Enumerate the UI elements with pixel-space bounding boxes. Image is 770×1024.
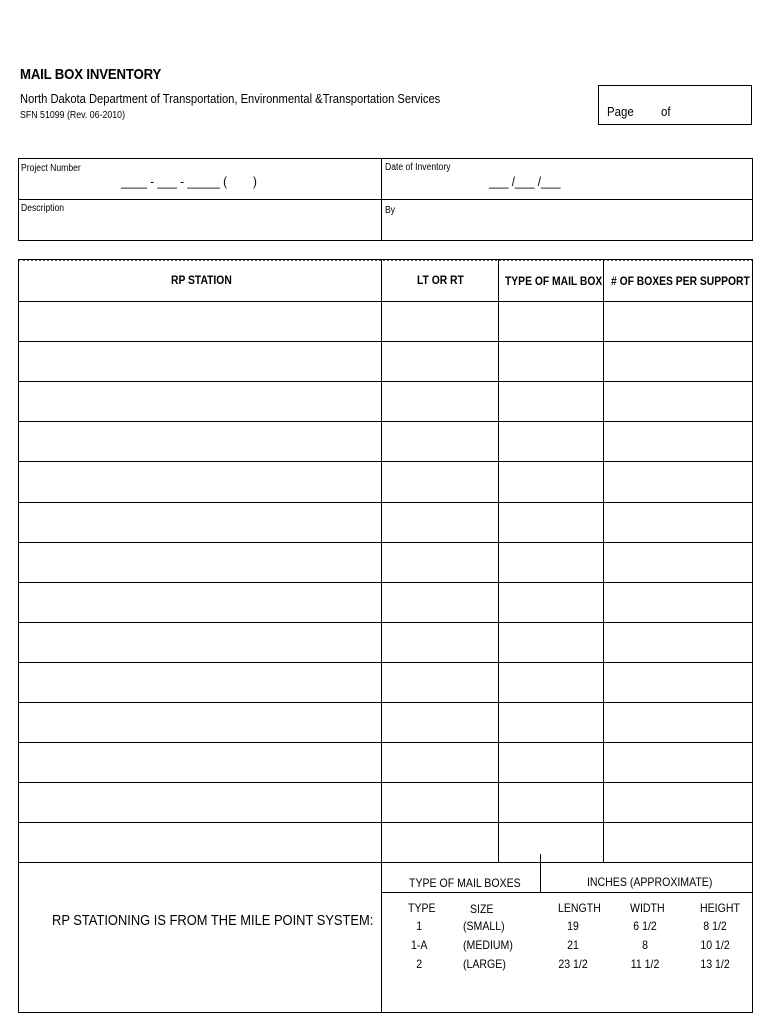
type-column-label: TYPE <box>408 901 436 915</box>
cell-type-of-mail-box[interactable] <box>499 422 602 460</box>
size-column-label: SIZE <box>470 902 494 916</box>
height-column-label: HEIGHT <box>700 901 740 915</box>
info-divider-vertical <box>381 159 382 240</box>
cell-boxes-per-support[interactable] <box>604 342 751 380</box>
cell-type-of-mail-box[interactable] <box>499 583 602 621</box>
cell-type-of-mail-box[interactable] <box>499 342 602 380</box>
cell-boxes-per-support[interactable] <box>604 462 751 500</box>
size-length: 19 <box>567 919 579 933</box>
project-number-label: Project Number <box>21 163 81 174</box>
cell-type-of-mail-box[interactable] <box>499 703 602 741</box>
by-label: By <box>385 205 396 216</box>
cell-rp-station[interactable] <box>20 342 380 380</box>
row-divider <box>19 862 752 863</box>
type-of-mail-boxes-header: TYPE OF MAIL BOXES <box>409 876 521 890</box>
cell-lt-or-rt[interactable] <box>382 462 497 500</box>
project-info-box <box>18 158 753 241</box>
column-header-type-of-mail-box: TYPE OF MAIL BOX <box>505 274 603 288</box>
cell-rp-station[interactable] <box>20 462 380 500</box>
project-number-field[interactable]: ____ - ___ - _____ ( ) <box>121 174 257 189</box>
inches-approximate-header: INCHES (APPROXIMATE) <box>587 875 713 889</box>
page-label: Page <box>607 104 634 119</box>
date-of-inventory-field[interactable]: ___ /___ /___ <box>489 174 561 189</box>
rp-stationing-note: RP STATIONING IS FROM THE MILE POINT SYSTEM: <box>52 912 374 929</box>
cell-lt-or-rt[interactable] <box>382 623 497 661</box>
cell-lt-or-rt[interactable] <box>382 382 497 420</box>
cell-type-of-mail-box[interactable] <box>499 623 602 661</box>
cell-rp-station[interactable] <box>20 743 380 781</box>
cell-boxes-per-support[interactable] <box>604 382 751 420</box>
date-of-inventory-label: Date of Inventory <box>385 162 451 173</box>
cell-lt-or-rt[interactable] <box>382 342 497 380</box>
cell-lt-or-rt[interactable] <box>382 663 497 701</box>
department-name: North Dakota Department of Transportation, Environmental &Transportation Services <box>20 91 441 106</box>
cell-boxes-per-support[interactable] <box>604 663 751 701</box>
size-length: 23 1/2 <box>558 957 588 971</box>
cell-boxes-per-support[interactable] <box>604 422 751 460</box>
size-height: 13 1/2 <box>700 957 730 971</box>
cell-rp-station[interactable] <box>20 823 380 861</box>
cell-rp-station[interactable] <box>20 382 380 420</box>
cell-type-of-mail-box[interactable] <box>499 302 602 340</box>
cell-rp-station[interactable] <box>20 503 380 541</box>
cell-type-of-mail-box[interactable] <box>499 462 602 500</box>
cell-type-of-mail-box[interactable] <box>499 503 602 541</box>
size-length: 21 <box>567 938 579 952</box>
cell-boxes-per-support[interactable] <box>604 823 751 861</box>
inventory-table <box>18 259 753 1013</box>
cell-rp-station[interactable] <box>20 543 380 581</box>
cell-lt-or-rt[interactable] <box>382 422 497 460</box>
size-height: 8 1/2 <box>703 919 727 933</box>
cell-lt-or-rt[interactable] <box>382 503 497 541</box>
cell-boxes-per-support[interactable] <box>604 302 751 340</box>
size-type: 1 <box>416 919 423 933</box>
description-label: Description <box>21 203 65 214</box>
form-title: MAIL BOX INVENTORY <box>20 66 162 83</box>
length-column-label: LENGTH <box>558 901 601 915</box>
cell-type-of-mail-box[interactable] <box>499 823 602 861</box>
cell-boxes-per-support[interactable] <box>604 623 751 661</box>
cell-lt-or-rt[interactable] <box>382 743 497 781</box>
cell-rp-station[interactable] <box>20 422 380 460</box>
size-type: 2 <box>416 957 423 971</box>
footer-divider-mid <box>540 854 541 892</box>
cell-lt-or-rt[interactable] <box>382 543 497 581</box>
size-type: 1-A <box>410 938 428 952</box>
page-number-box <box>598 85 752 125</box>
size-height: 10 1/2 <box>700 938 730 952</box>
cell-type-of-mail-box[interactable] <box>499 543 602 581</box>
cell-boxes-per-support[interactable] <box>604 743 751 781</box>
size-width: 11 1/2 <box>630 957 660 971</box>
size-width: 8 <box>642 938 648 952</box>
cell-lt-or-rt[interactable] <box>382 703 497 741</box>
size-width: 6 1/2 <box>633 919 657 933</box>
cell-boxes-per-support[interactable] <box>604 503 751 541</box>
footer-subheader-divider <box>381 892 752 893</box>
cell-type-of-mail-box[interactable] <box>499 663 602 701</box>
cell-boxes-per-support[interactable] <box>604 703 751 741</box>
form-number: SFN 51099 (Rev. 06-2010) <box>20 110 126 121</box>
column-header-boxes-per-support: # OF BOXES PER SUPPORT <box>611 274 750 288</box>
size-label: (SMALL) <box>463 919 505 933</box>
cell-rp-station[interactable] <box>20 783 380 821</box>
cell-type-of-mail-box[interactable] <box>499 743 602 781</box>
cell-type-of-mail-box[interactable] <box>499 382 602 420</box>
column-header-lt-or-rt: LT OR RT <box>417 273 464 287</box>
description-field[interactable] <box>19 215 379 239</box>
cell-lt-or-rt[interactable] <box>382 783 497 821</box>
cell-boxes-per-support[interactable] <box>604 783 751 821</box>
by-field[interactable] <box>383 215 751 239</box>
size-label: (LARGE) <box>463 957 506 971</box>
cell-rp-station[interactable] <box>20 583 380 621</box>
cell-rp-station[interactable] <box>20 302 380 340</box>
cell-lt-or-rt[interactable] <box>382 823 497 861</box>
of-label: of <box>661 104 671 119</box>
size-label: (MEDIUM) <box>463 938 513 952</box>
footer-divider-left <box>381 862 382 1012</box>
width-column-label: WIDTH <box>630 901 665 915</box>
cell-lt-or-rt[interactable] <box>382 583 497 621</box>
cell-boxes-per-support[interactable] <box>604 543 751 581</box>
cell-type-of-mail-box[interactable] <box>499 783 602 821</box>
cell-rp-station[interactable] <box>20 623 380 661</box>
cell-rp-station[interactable] <box>20 703 380 741</box>
column-header-rp-station: RP STATION <box>171 273 232 287</box>
cell-rp-station[interactable] <box>20 663 380 701</box>
info-divider-horizontal <box>19 199 752 200</box>
cell-boxes-per-support[interactable] <box>604 583 751 621</box>
cell-lt-or-rt[interactable] <box>382 302 497 340</box>
